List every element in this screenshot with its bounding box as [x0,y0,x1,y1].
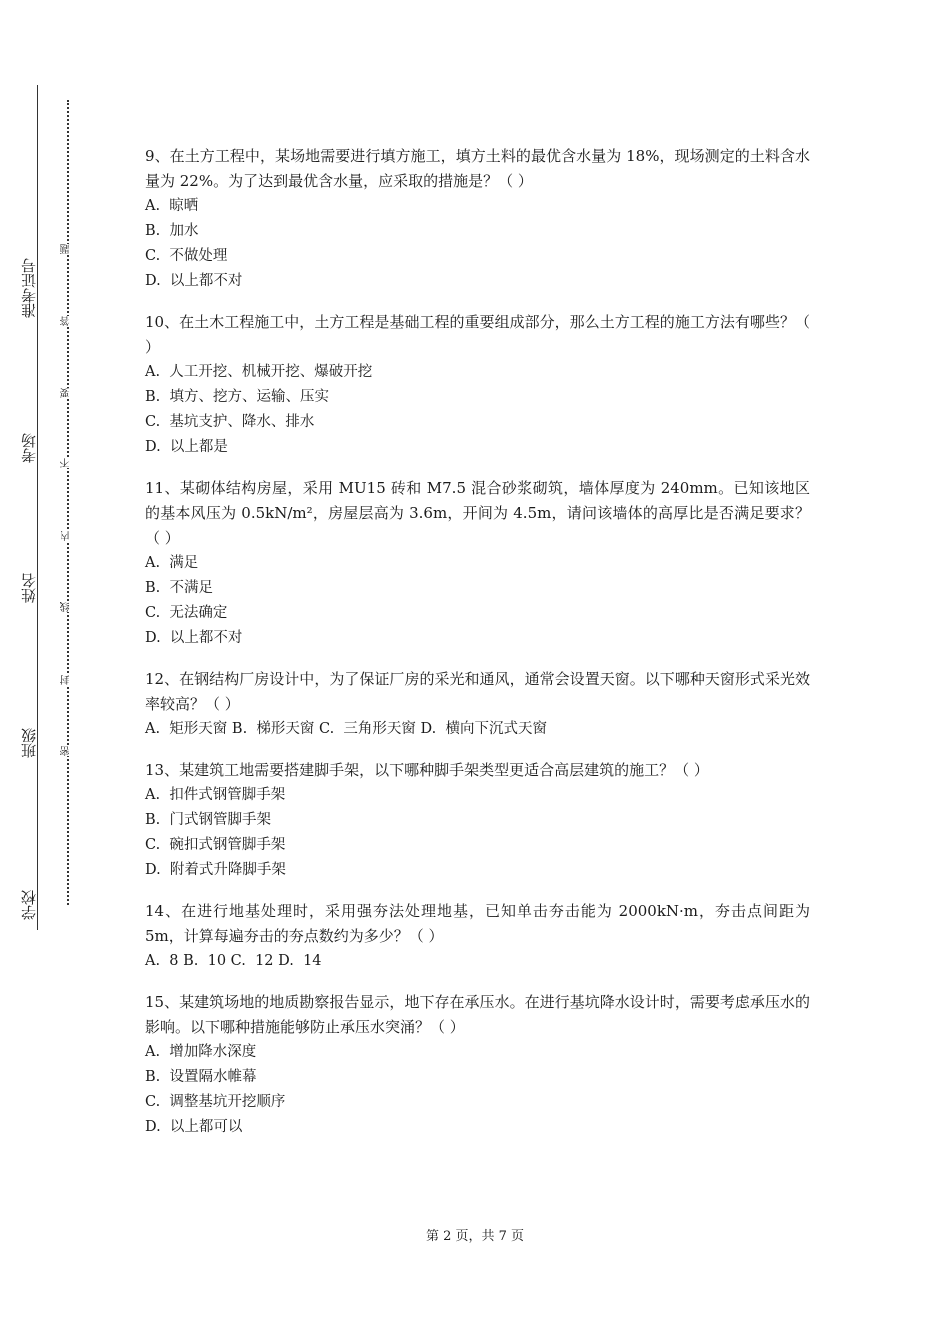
question-stem: 12、在钢结构厂房设计中，为了保证厂房的采光和通风，通常会设置天窗。以下哪种天窗形式采光效率较高？（ ） [145,670,810,713]
option-b: B. 门式钢管脚手架 [145,812,271,828]
option-d: D. 以上都不对 [145,630,243,646]
seal-char-feng: 封 [61,675,72,685]
seal-dotted-line [67,100,69,905]
question-stem: 10、在土木工程施工中，土方工程是基础工程的重要组成部分，那么土方工程的施工方法有哪些？（ ） [145,313,810,356]
option-d: D. 附着式升降脚手架 [145,862,286,878]
seal-char-ti: 题 [61,244,72,254]
option-a: A. 扣件式钢管脚手架 [145,787,286,803]
option-c: C. 调整基坑开挖顺序 [145,1094,286,1110]
seal-char-yao: 要 [61,388,72,398]
seal-char-nei: 内 [61,531,72,541]
seal-char-bu: 不 [61,458,72,468]
question-stem: 13、某建筑工地需要搭建脚手架，以下哪种脚手架类型更适合高层建筑的施工？（ ） [145,761,709,779]
question-stem: 9、在土方工程中，某场地需要进行填方施工，填方土料的最优含水量为 18%，现场测定的土料含水量为 22%。为了达到最优含水量，应采取的措施是？（ ） [145,147,810,190]
question-13 [145,758,810,883]
option-b: B. 不满足 [145,580,213,596]
option-b: B. 填方、挖方、运输、压实 [145,389,329,405]
option-c: C. 无法确定 [145,605,228,621]
option-line: A. 矩形天窗 B. 梯形天窗 C. 三角形天窗 D. 横向下沉式天窗 [145,721,547,737]
binding-line [37,85,38,930]
question-stem: 11、某砌体结构房屋，采用 MU15 砖和 M7.5 混合砂浆砌筑，墙体厚度为 240mm。已知该地区的基本风压为 0.5kN/m²，房屋层高为 3.6m，开间为 4.5m，请问该墙体的高厚比是否满足要求？（ ） [145,479,810,547]
question-list [145,144,810,1156]
option-c: C. 基坑支护、降水、排水 [145,414,315,430]
school-label: 学校 [20,890,38,920]
exam-id-label: 准考证号 [20,258,38,318]
option-a: A. 晾晒 [145,198,199,214]
option-a: A. 增加降水深度 [145,1044,257,1060]
exam-room-label: 考场 [20,433,38,463]
option-c: C. 不做处理 [145,248,228,264]
option-d: D. 以上都可以 [145,1119,243,1135]
question-stem: 15、某建筑场地的地质勘察报告显示，地下存在承压水。在进行基坑降水设计时，需要考虑承压水的影响。以下哪种措施能够防止承压水突涌？（ ） [145,993,810,1036]
option-b: B. 设置隔水帷幕 [145,1069,257,1085]
class-label: 班级 [20,728,38,758]
option-a: A. 人工开挖、机械开挖、爆破开挖 [145,364,373,380]
question-14 [145,899,810,974]
option-d: D. 以上都是 [145,439,228,455]
seal-char-mi: 密 [61,746,72,756]
question-10 [145,310,810,460]
option-a: A. 满足 [145,555,199,571]
question-9 [145,144,810,294]
question-15 [145,990,810,1140]
question-11 [145,476,810,651]
option-c: C. 碗扣式钢管脚手架 [145,837,286,853]
name-label: 姓名 [20,573,38,603]
option-line: A. 8 B. 10 C. 12 D. 14 [145,953,322,969]
question-12 [145,667,810,742]
option-d: D. 以上都不对 [145,273,243,289]
option-b: B. 加水 [145,223,199,239]
question-stem: 14、在进行地基处理时，采用强夯法处理地基，已知单击夯击能为 2000kN·m，夯击点间距为 5m，计算每遍夯击的夯点数约为多少？（ ） [145,902,810,945]
seal-char-da: 答 [61,316,72,326]
seal-char-xian: 线 [61,602,72,612]
page-footer: 第 2 页，共 7 页 [425,1229,525,1244]
